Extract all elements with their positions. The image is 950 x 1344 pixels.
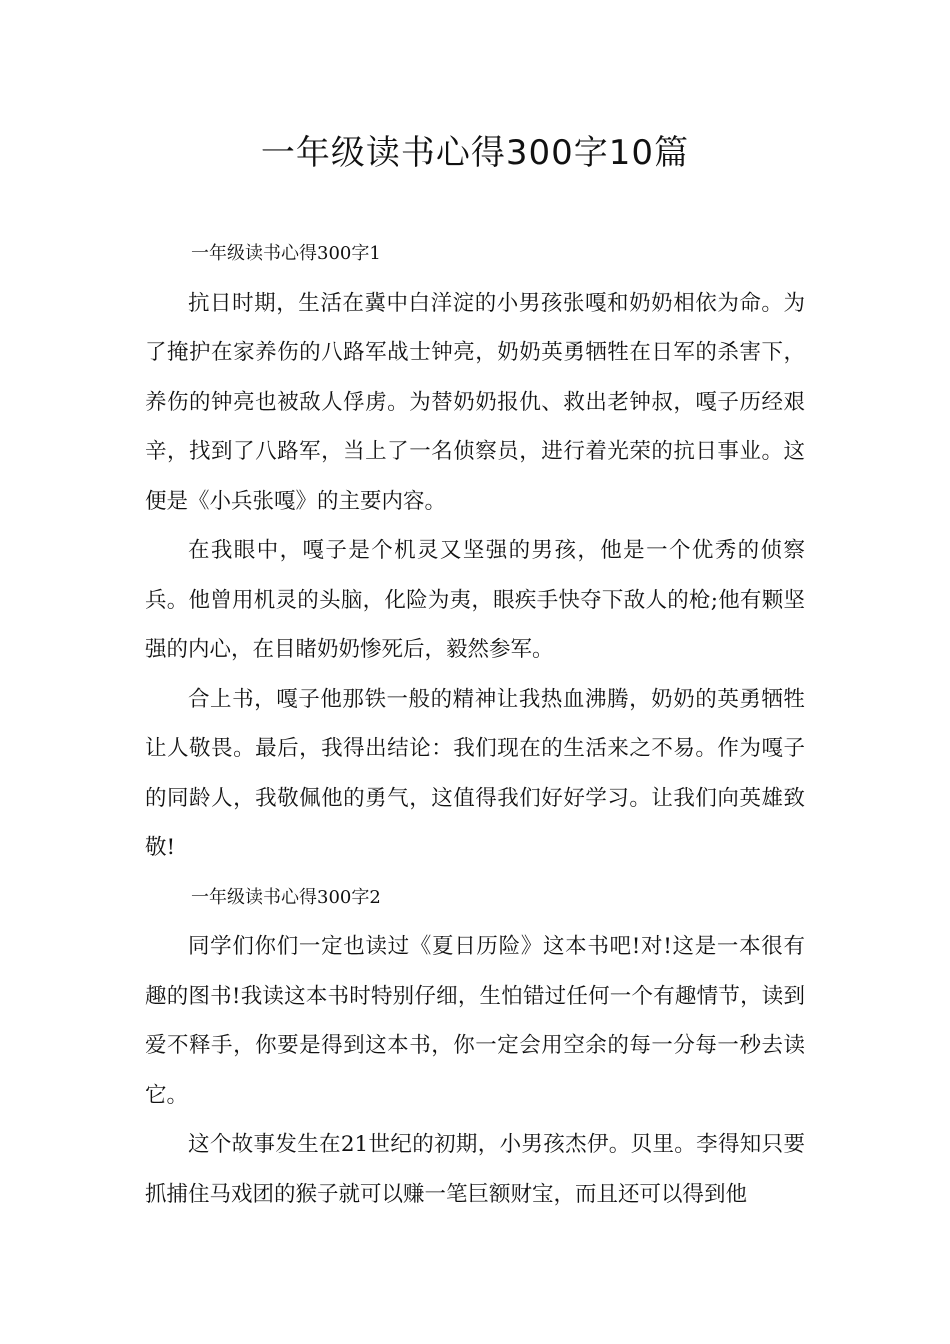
paragraph: 这个故事发生在21世纪的初期，小男孩杰伊。贝里。李得知只要抓捕住马戏团的猴子就可以赚一笔巨额财宝，而且还可以得到他 [145, 1132, 805, 1207]
paragraph: 在我眼中，嘎子是个机灵又坚强的男孩，他是一个优秀的侦察兵。他曾用机灵的头脑，化险为夷，眼疾手快夺下敌人的枪;他有颗坚强的内心，在目睹奶奶惨死后，毅然参军。 [145, 538, 805, 662]
paragraph: 合上书，嘎子他那铁一般的精神让我热血沸腾，奶奶的英勇牺牲让人敬畏。最后，我得出结论：我们现在的生活来之不易。作为嘎子的同龄人，我敬佩他的勇气，这值得我们好好学习。让我们向英雄致敬! [145, 686, 805, 860]
document-body [145, 229, 805, 1219]
document-title: 一年级读书心得300字10篇 [260, 133, 690, 173]
section-heading: 一年级读书心得300字2 [191, 886, 381, 908]
section-heading: 一年级读书心得300字1 [191, 243, 381, 264]
paragraph: 同学们你们一定也读过《夏日历险》这本书吧!对!这是一本很有趣的图书!我读这本书时特别仔细，生怕错过任何一个有趣情节，读到爱不释手，你要是得到这本书，你一定会用空余的每一分每一秒去读它。 [145, 934, 805, 1108]
paragraph: 抗日时期，生活在冀中白洋淀的小男孩张嘎和奶奶相依为命。为了掩护在家养伤的八路军战士钟亮，奶奶英勇牺牲在日军的杀害下，养伤的钟亮也被敌人俘虏。为替奶奶报仇、救出老钟叔，嘎子历经艰辛，找到了八路军，当上了一名侦察员，进行着光荣的抗日事业。这便是《小兵张嘎》的主要内容。 [145, 290, 805, 514]
